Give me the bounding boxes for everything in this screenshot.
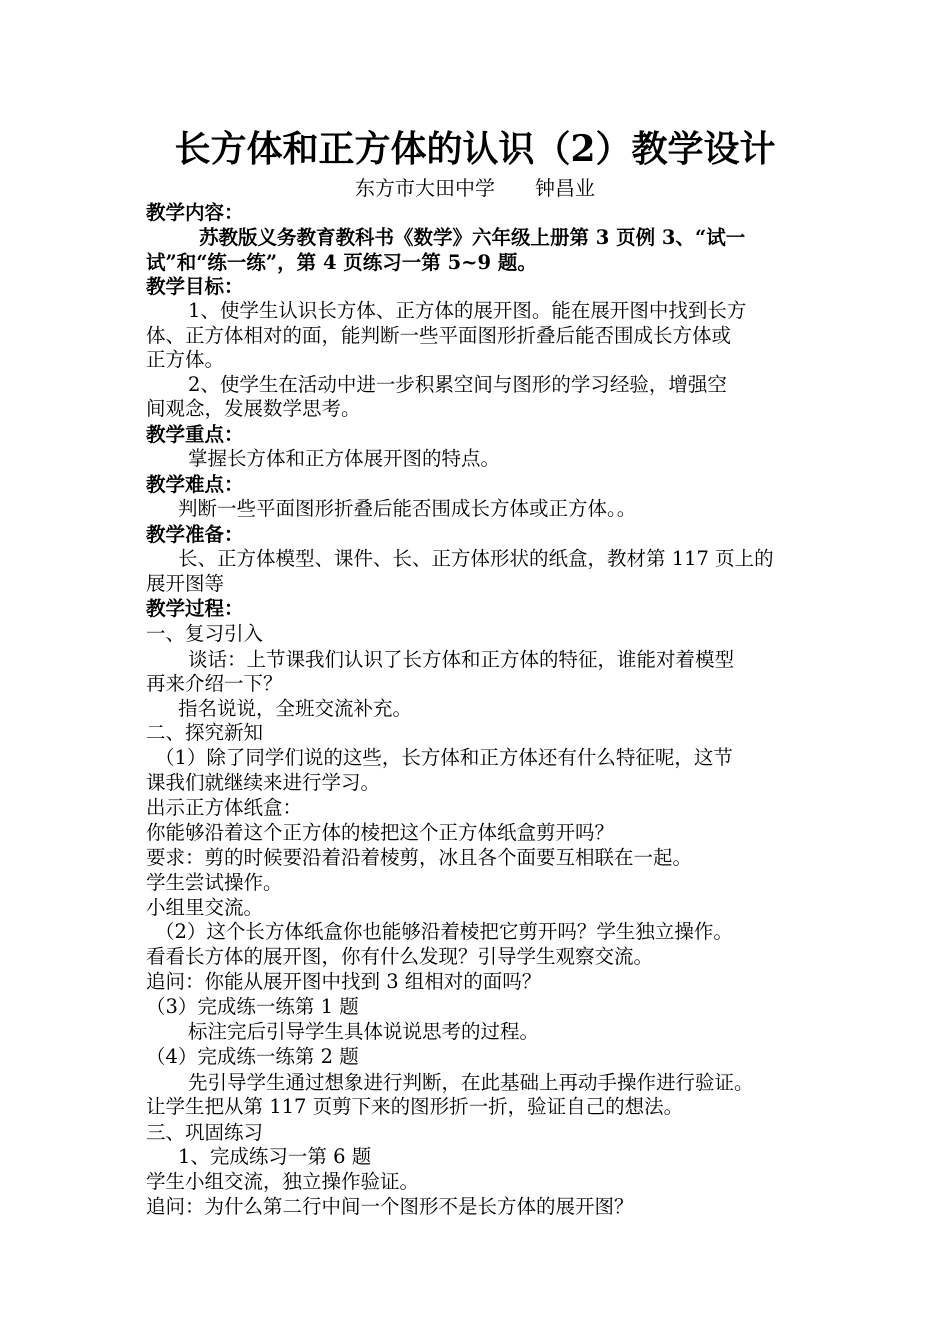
section-heading: 一、复习引入 (146, 622, 264, 645)
document-author: 东方市大田中学 钟昌业 (355, 176, 595, 200)
body-line: 试”和“练一练”，第 4 页练习一第 5~9 题。 (146, 251, 537, 274)
body-line: 体、正方体相对的面，能判断一些平面图形折叠后能否围成长方体或 (146, 324, 732, 347)
heading-objectives: 教学目标： (146, 275, 244, 298)
heading-difficulties: 教学难点： (146, 473, 244, 496)
body-line: 你能够沿着这个正方体的棱把这个正方体纸盒剪开吗？ (146, 821, 615, 844)
document-title: 长方体和正方体的认识（2）教学设计 (174, 128, 776, 170)
heading-content: 教学内容： (146, 201, 244, 224)
body-line: 正方体。 (146, 348, 225, 371)
body-line: 1、完成练习一第 6 题 (178, 1145, 372, 1168)
body-line: 展开图等 (146, 572, 225, 595)
heading-key-points: 教学重点： (146, 423, 244, 446)
body-line: 追问：你能从展开图中找到 3 组相对的面吗？ (146, 970, 542, 993)
body-line: （2）这个长方体纸盒你也能够沿着棱把它剪开吗？学生独立操作。 (155, 920, 733, 943)
body-line: 掌握长方体和正方体展开图的特点。 (188, 447, 501, 470)
body-line: （3）完成练一练第 1 题 (146, 995, 359, 1018)
body-line: 学生小组交流，独立操作验证。 (146, 1170, 420, 1193)
body-line: 让学生把从第 117 页剪下来的图形折一折，验证自己的想法。 (146, 1095, 684, 1118)
body-line: 看看长方体的展开图，你有什么发现？引导学生观察交流。 (146, 945, 654, 968)
body-line: 指名说说，全班交流补充。 (178, 697, 413, 720)
body-line: 小组里交流。 (146, 896, 264, 919)
heading-preparation: 教学准备： (146, 523, 244, 546)
body-line: 先引导学生通过想象进行判断，在此基础上再动手操作进行验证。 (188, 1071, 754, 1094)
body-line: 出示正方体纸盒： (146, 796, 303, 819)
body-line: 谈话：上节课我们认识了长方体和正方体的特征，谁能对着模型 (188, 648, 735, 671)
heading-process: 教学过程： (146, 597, 244, 620)
body-line: 标注完后引导学生具体说说思考的过程。 (188, 1020, 540, 1043)
body-line: 长、正方体模型、课件、长、正方体形状的纸盒，教材第 117 页上的 (178, 547, 774, 570)
body-line: 追问：为什么第二行中间一个图形不是长方体的展开图？ (146, 1195, 634, 1218)
body-line: （1）除了同学们说的这些，长方体和正方体还有什么特征呢，这节 (155, 746, 733, 769)
body-line: 1、使学生认识长方体、正方体的展开图。能在展开图中找到长方 (188, 299, 747, 322)
body-line: 学生尝试操作。 (146, 871, 283, 894)
body-line: 要求：剪的时候要沿着沿着棱剪，冰且各个面要互相联在一起。 (146, 846, 693, 869)
body-line: 课我们就继续来进行学习。 (146, 771, 381, 794)
body-line: （4）完成练一练第 2 题 (146, 1045, 359, 1068)
body-line: 苏教版义务教育教科书《数学》六年级上册第 3 页例 3、“试一 (199, 226, 746, 249)
body-line: 间观念，发展数学思考。 (146, 397, 361, 420)
body-line: 再来介绍一下？ (146, 672, 283, 695)
body-line: 判断一些平面图形折叠后能否围成长方体或正方体。。 (178, 497, 637, 520)
body-line: 2、使学生在活动中进一步积累空间与图形的学习经验，增强空 (188, 373, 727, 396)
section-heading: 三、巩固练习 (146, 1121, 264, 1144)
section-heading: 二、探究新知 (146, 721, 264, 744)
